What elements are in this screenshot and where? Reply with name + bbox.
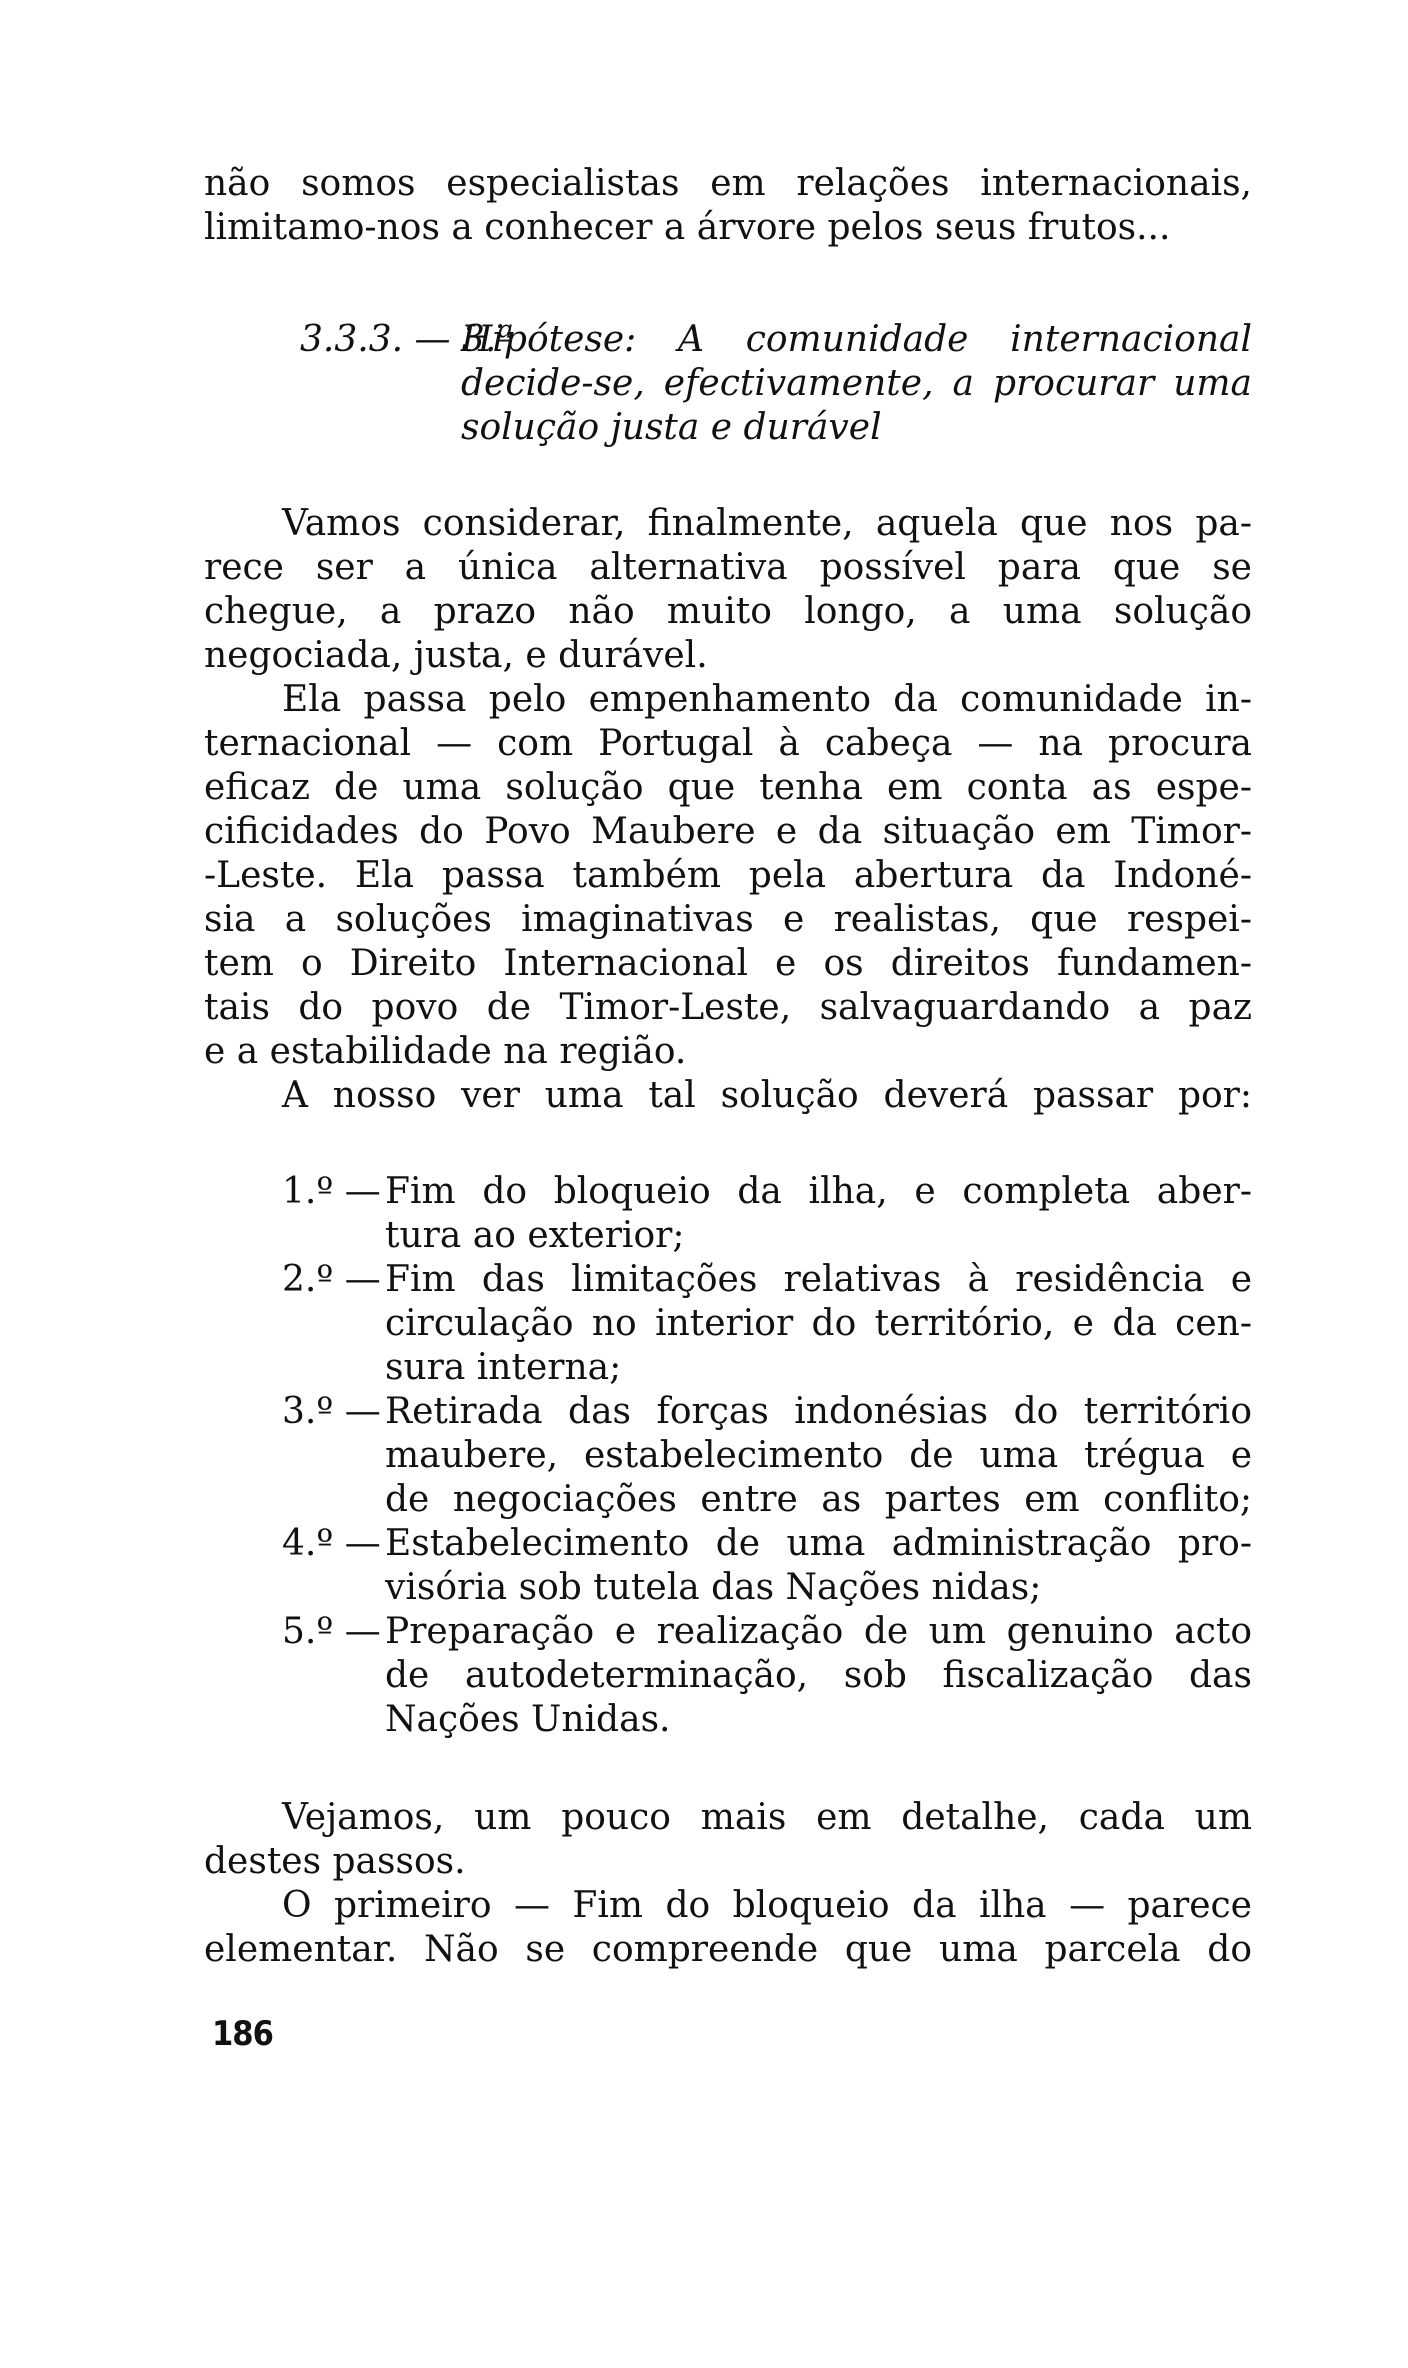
paragraph-5-line-1: O primeiro — Fim do bloqueio da ilha — parece: [282, 1885, 1252, 1926]
list-item-2-line-3: sura interna;: [385, 1347, 622, 1388]
paragraph-2-line-1: Ela passa pelo empenhamento da comunidade in-: [282, 679, 1252, 720]
page-number: 186: [212, 2014, 273, 2054]
section-number: 3.3.3. — 3.ª: [300, 319, 514, 360]
list-item-2-line-1: Fim das limitações relativas à residência e: [385, 1259, 1252, 1300]
list-item-3-line-3: de negociações entre as partes em conflito;: [385, 1479, 1252, 1520]
paragraph-1-line-4: negociada, justa, e durável.: [204, 635, 708, 676]
paragraph-3: A nosso ver uma tal solução deverá passar por:: [282, 1075, 1252, 1116]
paragraph-2-line-4: cificidades do Povo Maubere e da situação em Timor-: [204, 811, 1252, 852]
list-item-1-line-2: tura ao exterior;: [385, 1215, 685, 1256]
paragraph-2-line-3: eficaz de uma solução que tenha em conta as espe-: [204, 767, 1252, 808]
paragraph-2-line-5: -Leste. Ela passa também pela abertura da Indoné-: [204, 855, 1252, 896]
section-heading-line-2: decide-se, efectivamente, a procurar uma: [461, 363, 1252, 404]
paragraph-2-line-9: e a estabilidade na região.: [204, 1031, 687, 1072]
list-item-1-line-1: Fim do bloqueio da ilha, e completa aber-: [385, 1171, 1252, 1212]
intro-line-2: limitamo-nos a conhecer a árvore pelos seus frutos...: [204, 207, 1171, 248]
intro-line-1: não somos especialistas em relações internacionais,: [204, 163, 1252, 204]
list-item-4-line-1: Estabelecimento de uma administração pro-: [385, 1523, 1252, 1564]
list-item-5-line-3: Nações Unidas.: [385, 1699, 671, 1740]
list-item-2-line-2: circulação no interior do território, e da cen-: [385, 1303, 1252, 1344]
section-heading-line-1: Hipótese: A comunidade internacional: [461, 319, 1252, 360]
paragraph-4-line-2: destes passos.: [204, 1841, 466, 1882]
list-item-3-line-2: maubere, estabelecimento de uma trégua e: [385, 1435, 1252, 1476]
paragraph-2-line-8: tais do povo de Timor-Leste, salvaguardando a paz: [204, 987, 1252, 1028]
list-item-5-number: 5.º —: [282, 1611, 381, 1652]
list-item-5-line-2: de autodeterminação, sob fiscalização das: [385, 1655, 1252, 1696]
paragraph-2-line-2: ternacional — com Portugal à cabeça — na procura: [204, 723, 1252, 764]
paragraph-5-line-2: elementar. Não se compreende que uma parcela do: [204, 1929, 1252, 1970]
section-heading-line-3: solução justa e durável: [461, 407, 882, 448]
list-item-2-number: 2.º —: [282, 1259, 381, 1300]
paragraph-4-line-1: Vejamos, um pouco mais em detalhe, cada um: [282, 1797, 1252, 1838]
list-item-3-line-1: Retirada das forças indonésias do território: [385, 1391, 1252, 1432]
paragraph-1-line-3: chegue, a prazo não muito longo, a uma solução: [204, 591, 1252, 632]
paragraph-2-line-6: sia a soluções imaginativas e realistas, que respei-: [204, 899, 1252, 940]
paragraph-2-line-7: tem o Direito Internacional e os direitos fundamen-: [204, 943, 1252, 984]
list-item-4-line-2: visória sob tutela das Nações nidas;: [385, 1567, 1042, 1608]
paragraph-1-line-1: Vamos considerar, finalmente, aquela que nos pa-: [282, 503, 1252, 544]
list-item-5-line-1: Preparação e realização de um genuino acto: [385, 1611, 1252, 1652]
list-item-3-number: 3.º —: [282, 1391, 381, 1432]
paragraph-1-line-2: rece ser a única alternativa possível para que se: [204, 547, 1252, 588]
list-item-4-number: 4.º —: [282, 1523, 381, 1564]
list-item-1-number: 1.º —: [282, 1171, 381, 1212]
